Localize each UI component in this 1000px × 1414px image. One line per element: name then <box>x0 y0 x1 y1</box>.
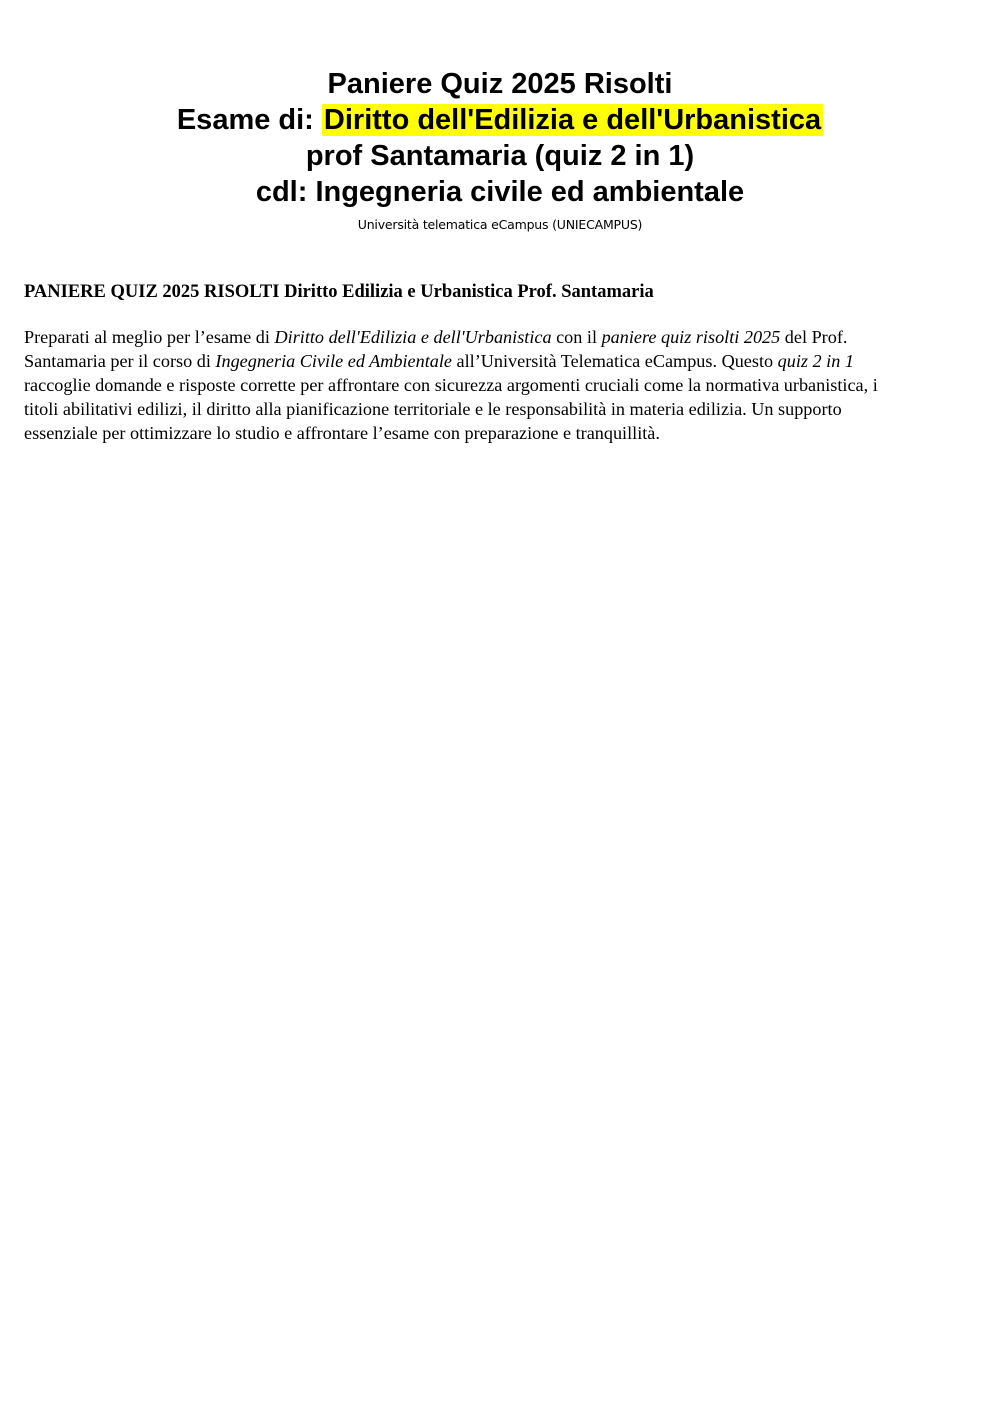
exam-label: Esame di: <box>176 104 322 136</box>
text-run: Preparati al meglio per l’esame di <box>24 327 275 347</box>
title-block <box>0 66 1000 210</box>
text-run: con il <box>551 327 602 347</box>
title-line-3: prof Santamaria (quiz 2 in 1) <box>305 140 695 172</box>
italic-text-run: Diritto dell'Edilizia e dell'Urbanistica <box>274 327 552 347</box>
paragraph-line: essenziale per ottimizzare lo studio e affrontare l’esame con preparazione e tranquillità. <box>24 423 660 443</box>
italic-text-run: Ingegneria Civile ed Ambientale <box>215 351 452 371</box>
italic-text-run: paniere quiz risolti 2025 <box>601 327 781 347</box>
text-run: del Prof. <box>780 327 848 347</box>
title-line-2 <box>0 102 1000 138</box>
text-run: all’Università Telematica eCampus. Questo <box>451 351 778 371</box>
document-heading: PANIERE QUIZ 2025 RISOLTI Diritto Edilizia e Urbanistica Prof. Santamaria <box>24 282 654 302</box>
title-line-4: cdl: Ingegneria civile ed ambientale <box>255 176 745 208</box>
highlighted-subject: Diritto dell'Edilizia e dell'Urbanistica <box>323 104 822 136</box>
paragraph-line: titoli abilitativi edilizi, il diritto alla pianificazione territoriale e le responsabilità in materia edilizia. Un supporto <box>24 399 842 419</box>
italic-text-run: quiz 2 in 1 <box>777 351 854 371</box>
intro-paragraph <box>24 325 980 445</box>
paragraph-line: raccoglie domande e risposte corrette per affrontare con sicurezza argomenti cruciali come la normativa urbanistica, i <box>24 375 878 395</box>
text-run: Santamaria per il corso di <box>24 351 216 371</box>
paragraph-line <box>24 349 980 373</box>
title-line-1: Paniere Quiz 2025 Risolti <box>327 68 673 100</box>
university-name: Università telematica eCampus (UNIECAMPUS) <box>357 217 643 232</box>
paragraph-line <box>24 325 980 349</box>
